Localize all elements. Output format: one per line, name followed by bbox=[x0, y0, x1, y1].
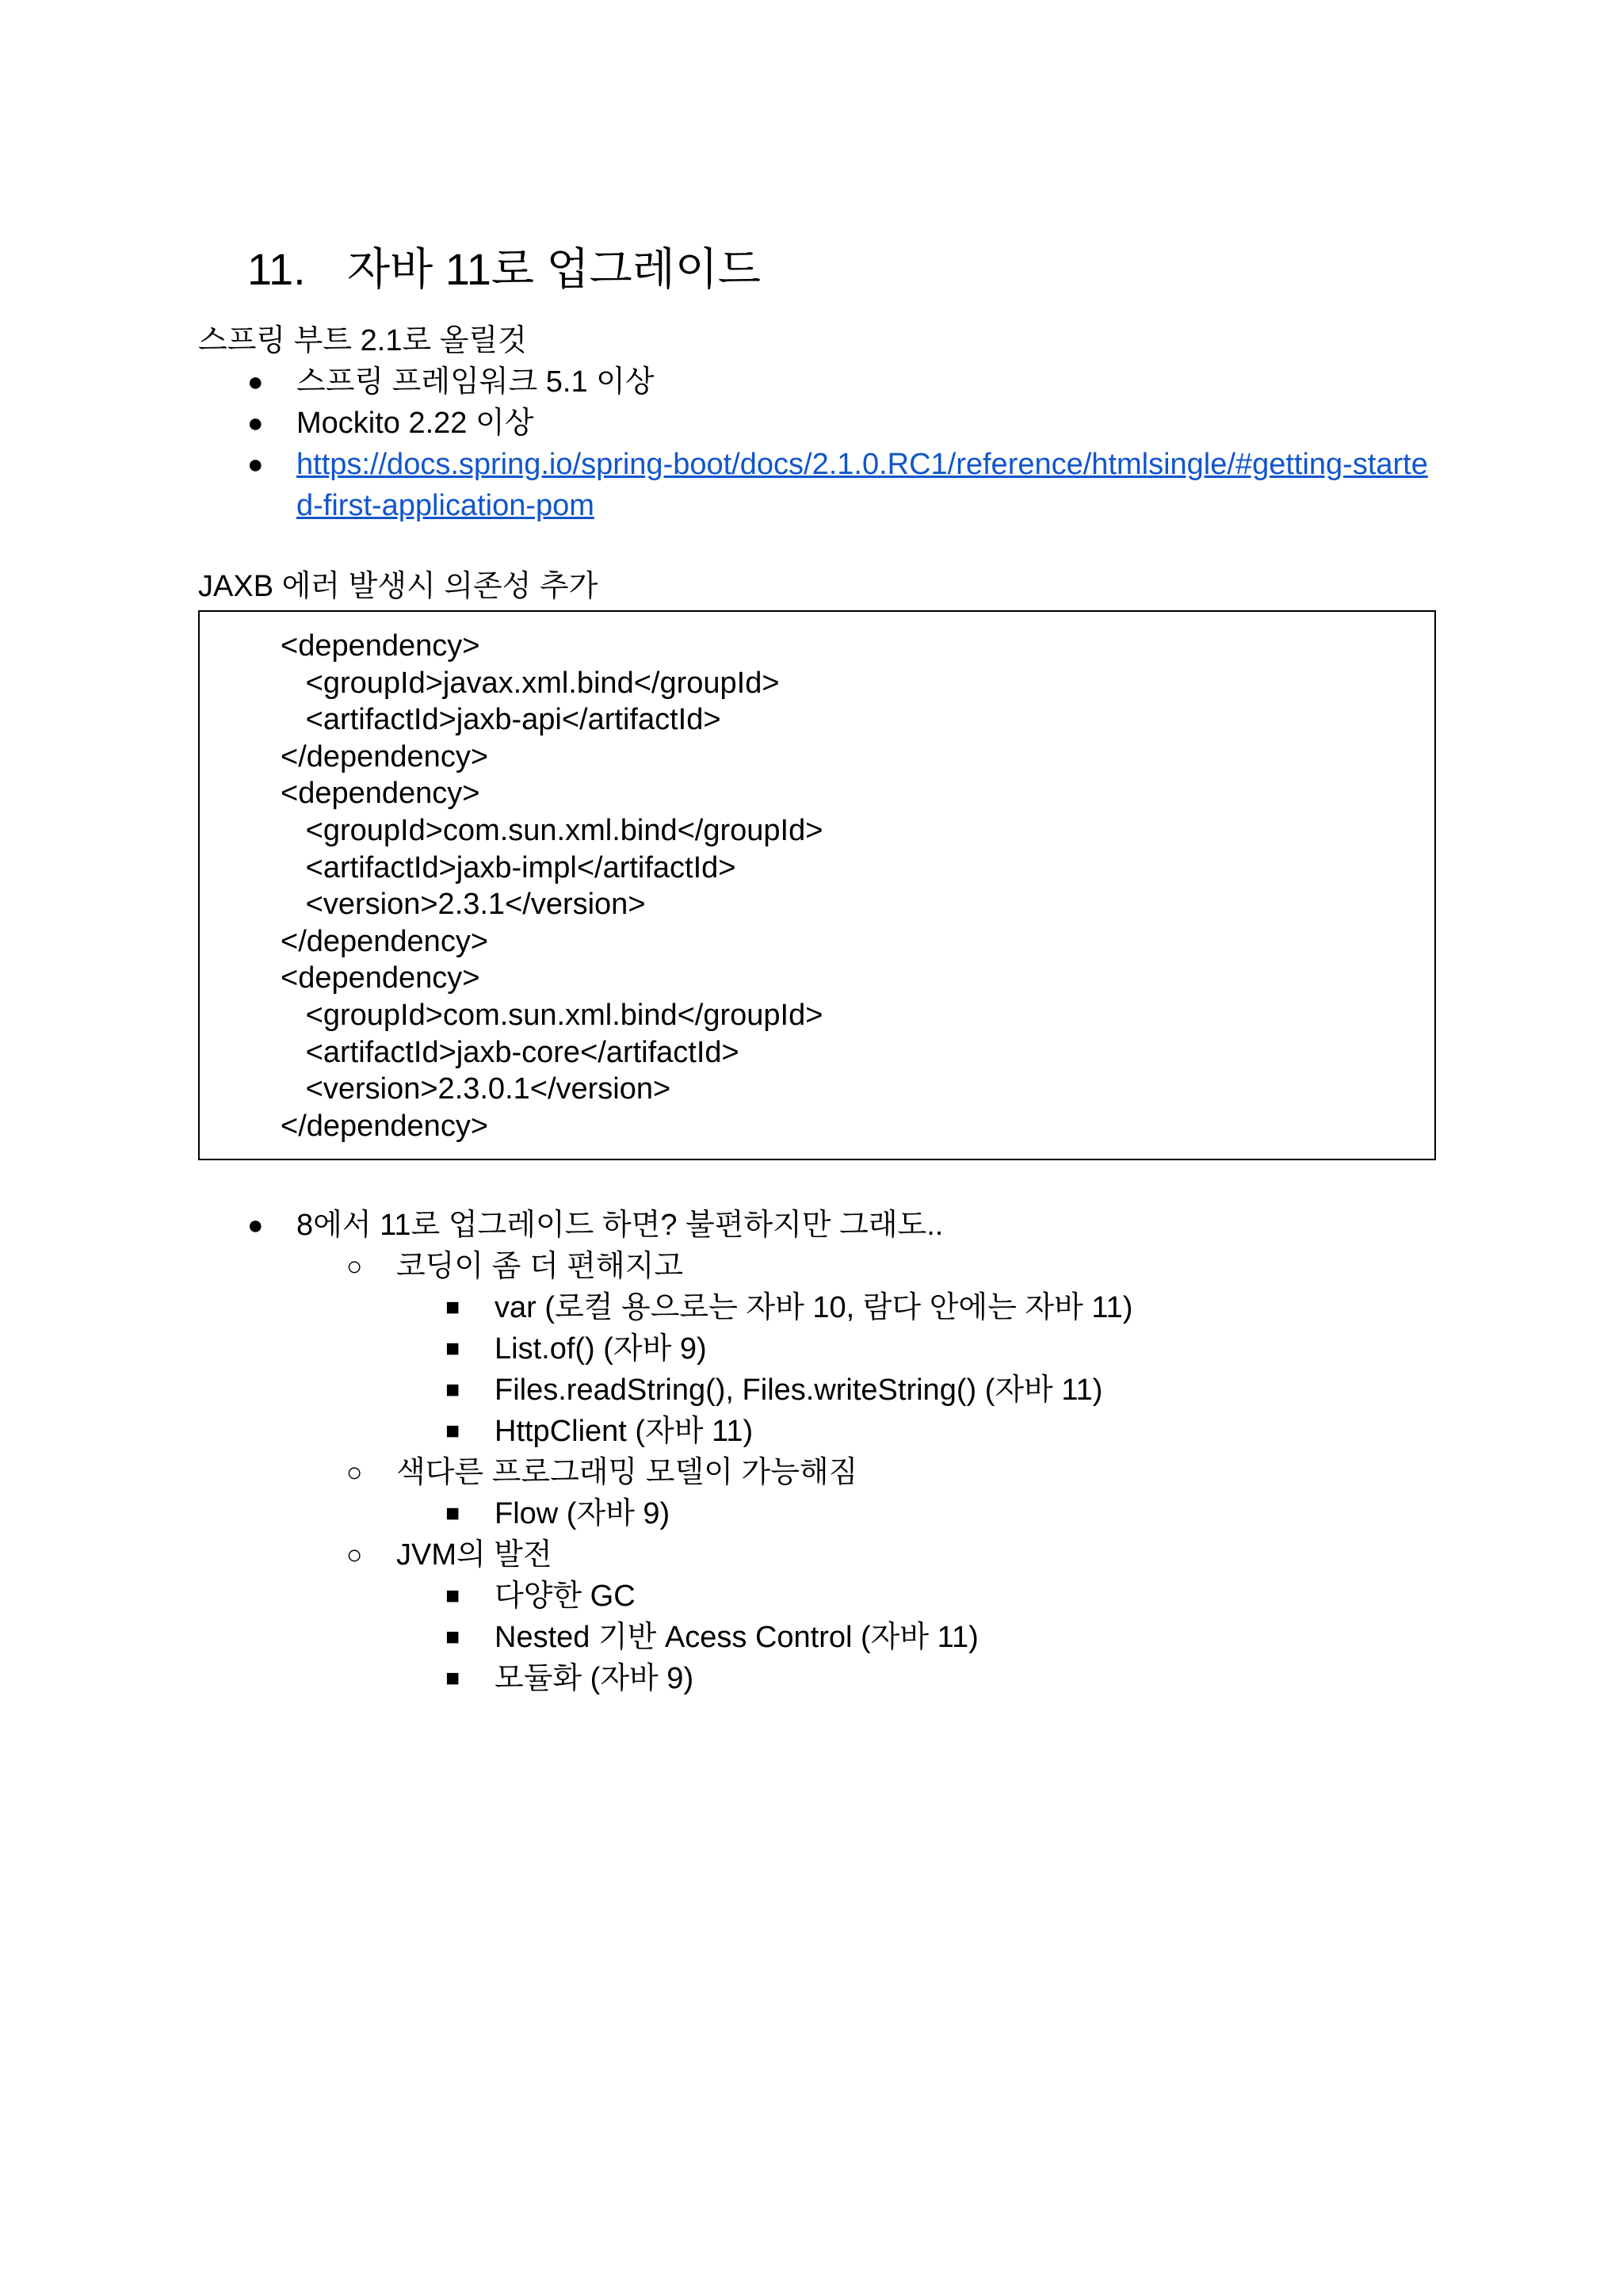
code-line: <groupId>com.sun.xml.bind</groupId> bbox=[281, 998, 823, 1032]
square-bullet-icon: ■ bbox=[445, 1624, 460, 1650]
list-item bbox=[198, 1246, 1132, 1287]
disc-bullet-icon: ● bbox=[247, 408, 264, 438]
square-bullet-icon: ■ bbox=[445, 1377, 460, 1403]
list-item-text: var (로컬 용으로는 자바 10, 람다 안에는 자바 11) bbox=[495, 1291, 1133, 1324]
code-line: <artifactId>jaxb-core</artifactId> bbox=[281, 1035, 739, 1069]
list-item bbox=[198, 1205, 1132, 1246]
square-bullet-icon: ■ bbox=[445, 1294, 460, 1320]
heading-number: 11. bbox=[247, 244, 306, 294]
spring-docs-link[interactable]: https://docs.spring.io/spring-boot/docs/2.1.0.RC1/reference/htmlsingle/#getting-starte bbox=[296, 448, 1428, 481]
code-line: <dependency> bbox=[281, 961, 480, 995]
list-item-link-continued bbox=[198, 485, 1428, 526]
list-item-text: List.of() (자바 9) bbox=[495, 1332, 707, 1366]
intro-list bbox=[198, 361, 1428, 526]
list-item bbox=[198, 1617, 1132, 1658]
upgrade-list bbox=[198, 1205, 1132, 1699]
list-item-link bbox=[198, 444, 1428, 485]
list-item-text: Files.readString(), Files.writeString() (자바 11) bbox=[495, 1373, 1103, 1407]
list-item bbox=[198, 1658, 1132, 1699]
list-item-text: 색다른 프로그래밍 모델이 가능해짐 bbox=[396, 1456, 858, 1489]
disc-bullet-icon: ● bbox=[247, 1210, 264, 1240]
list-item bbox=[198, 1493, 1132, 1534]
list-item-text: 8에서 11로 업그레이드 하면? 불편하지만 그래도.. bbox=[296, 1209, 944, 1242]
list-item bbox=[198, 1452, 1132, 1493]
list-item bbox=[198, 1576, 1132, 1617]
square-bullet-icon: ■ bbox=[445, 1335, 460, 1362]
code-line: <dependency> bbox=[281, 777, 480, 811]
list-item bbox=[198, 1411, 1132, 1452]
square-bullet-icon: ■ bbox=[445, 1500, 460, 1526]
code-line: <artifactId>jaxb-api</artifactId> bbox=[281, 703, 721, 737]
list-item-text: 스프링 프레임워크 5.1 이상 bbox=[296, 365, 655, 399]
list-item bbox=[198, 403, 1428, 444]
spring-docs-link-continued[interactable]: d-first-application-pom bbox=[296, 489, 594, 522]
list-item-text: Nested 기반 Acess Control (자바 11) bbox=[495, 1621, 979, 1654]
jaxb-label: JAXB 에러 발생시 의존성 추가 bbox=[198, 570, 598, 603]
list-item bbox=[198, 1370, 1132, 1411]
list-item-text: Flow (자바 9) bbox=[495, 1497, 670, 1530]
list-item bbox=[198, 1287, 1132, 1328]
list-item-text: Mockito 2.22 이상 bbox=[296, 407, 534, 440]
code-line: <version>2.3.0.1</version> bbox=[281, 1072, 671, 1106]
circle-bullet-icon: ○ bbox=[346, 1540, 363, 1570]
list-item bbox=[198, 1328, 1132, 1370]
list-item-text: HttpClient (자바 11) bbox=[495, 1415, 754, 1448]
list-item-text: JVM의 발전 bbox=[396, 1538, 552, 1572]
code-line: </dependency> bbox=[281, 924, 489, 958]
disc-bullet-icon: ● bbox=[247, 367, 264, 397]
disc-bullet-icon: ● bbox=[247, 449, 264, 479]
code-line: </dependency> bbox=[281, 1109, 489, 1143]
code-line: <dependency> bbox=[281, 629, 480, 663]
code-box bbox=[198, 610, 1436, 1160]
heading-title: 자바 11로 업그레이드 bbox=[347, 244, 762, 294]
square-bullet-icon: ■ bbox=[445, 1665, 460, 1691]
section-heading bbox=[247, 238, 761, 301]
code-line: <groupId>com.sun.xml.bind</groupId> bbox=[281, 813, 823, 847]
list-item-text: 코딩이 좀 더 편해지고 bbox=[396, 1250, 684, 1283]
square-bullet-icon: ■ bbox=[445, 1418, 460, 1444]
list-item-text: 모듈화 (자바 9) bbox=[495, 1662, 694, 1695]
code-line: <groupId>javax.xml.bind</groupId> bbox=[281, 666, 780, 700]
circle-bullet-icon: ○ bbox=[346, 1251, 363, 1282]
code-line: <version>2.3.1</version> bbox=[281, 888, 646, 922]
list-item bbox=[198, 361, 1428, 403]
code-lines bbox=[281, 628, 823, 1144]
code-line: <artifactId>jaxb-impl</artifactId> bbox=[281, 850, 736, 884]
circle-bullet-icon: ○ bbox=[346, 1457, 363, 1488]
list-item bbox=[198, 1534, 1132, 1576]
square-bullet-icon: ■ bbox=[445, 1583, 460, 1609]
code-line: </dependency> bbox=[281, 739, 489, 774]
intro-text: 스프링 부트 2.1로 올릴것 bbox=[198, 324, 527, 357]
list-item-text: 다양한 GC bbox=[495, 1580, 636, 1613]
